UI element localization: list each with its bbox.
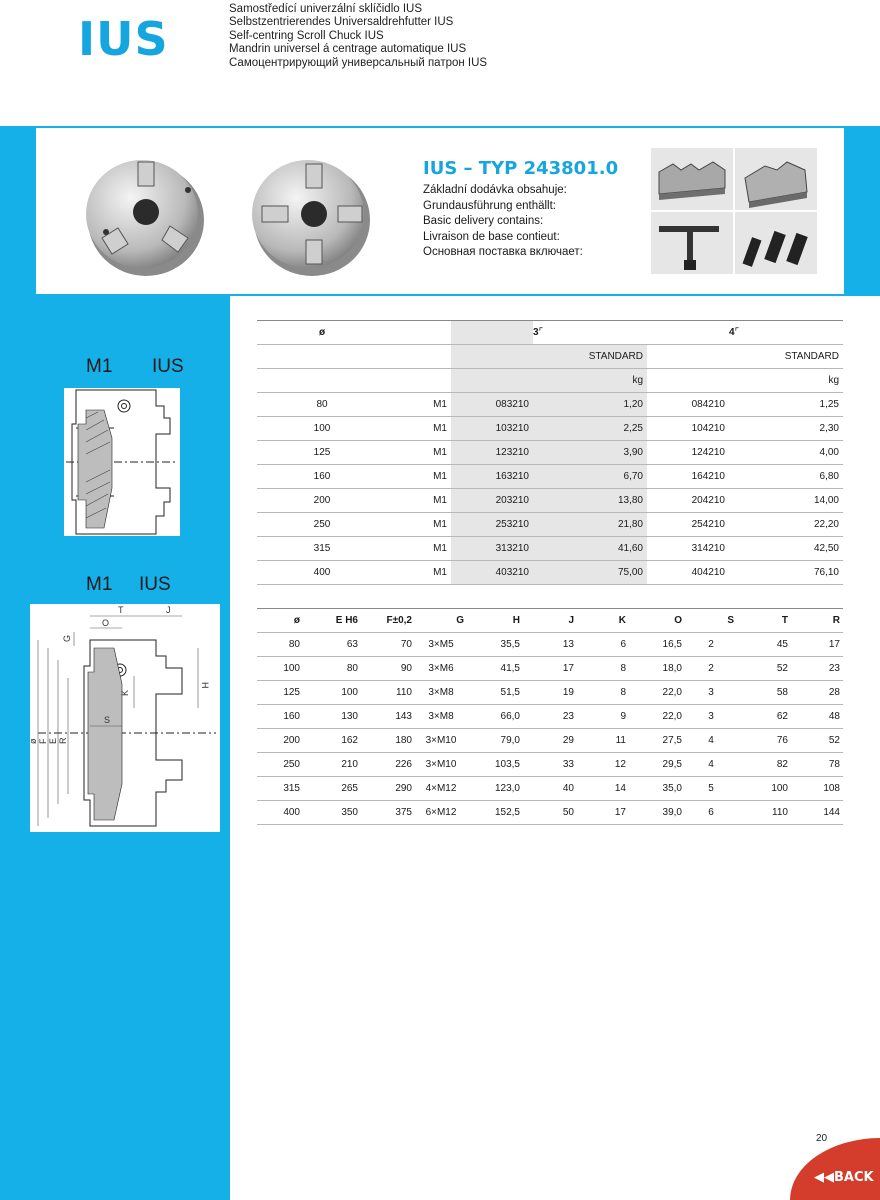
table-cell: 100 (257, 657, 303, 681)
table-cell: 13 (523, 633, 577, 657)
table-cell: 8 (577, 657, 629, 681)
table-cell: 143 (361, 705, 415, 729)
back-arrow-icon: ◀◀ (814, 1170, 834, 1185)
table-cell: 78 (791, 753, 843, 777)
dim-D: ø (28, 738, 38, 744)
dim-col-o: O (629, 609, 685, 633)
table-cell: 100 (737, 777, 791, 801)
back-button-label[interactable]: ◀◀BACK (814, 1170, 874, 1185)
chuck-dimension-drawing (30, 604, 220, 832)
table-row: 200 M1 203210 13,80 204210 14,00 (257, 489, 843, 513)
table-row (257, 633, 843, 657)
table-cell: 4×M12 (415, 777, 467, 801)
table-cell: 123,0 (467, 777, 523, 801)
delivery-ru: Основная поставка включает: (423, 246, 583, 259)
table-row: 80 M1 083210 1,20 084210 1,25 (257, 393, 843, 417)
table-cell: 103,5 (467, 753, 523, 777)
table-cell: 5 (685, 777, 737, 801)
table-cell: 17 (523, 657, 577, 681)
table-cell: 180 (361, 729, 415, 753)
jaw-icon: ⌜ (538, 327, 544, 338)
table-cell: 29 (523, 729, 577, 753)
table-row (257, 681, 843, 705)
dim-O: O (102, 618, 110, 628)
table-cell: 110 (361, 681, 415, 705)
logo: IUS (78, 12, 169, 66)
table-cell: 11 (577, 729, 629, 753)
dim-col-h: H (467, 609, 523, 633)
page-number: 20 (816, 1133, 828, 1144)
title-cz: Samostředící univerzální sklíčidlo IUS (229, 3, 423, 15)
table-cell: 3×M5 (415, 633, 467, 657)
dim-R: R (58, 737, 68, 744)
table-cell: 3×M8 (415, 681, 467, 705)
table-row (257, 801, 843, 825)
table-cell: 2 (685, 657, 737, 681)
col-3-jaw: 3 (533, 327, 539, 338)
dim-K: K (120, 689, 130, 696)
table-cell: 79,0 (467, 729, 523, 753)
dim-col-r: R (791, 609, 843, 633)
kg-label-4: kg (729, 369, 843, 393)
table-cell: 200 (257, 729, 303, 753)
table-cell: 400 (257, 801, 303, 825)
table-cell: 3×M10 (415, 753, 467, 777)
accessory-jaw-image-2 (735, 148, 817, 210)
table-cell: 144 (791, 801, 843, 825)
table-cell: 40 (523, 777, 577, 801)
table-cell: 50 (523, 801, 577, 825)
col-4-jaw: 4 (729, 327, 735, 338)
table-cell: 66,0 (467, 705, 523, 729)
col-diameter: ø (257, 321, 387, 345)
table-row: 250 M1 253210 21,80 254210 22,20 (257, 513, 843, 537)
table-cell: 45 (737, 633, 791, 657)
dim-col-g: G (415, 609, 467, 633)
table-cell: 52 (791, 729, 843, 753)
diagram-top-name-label: IUS (152, 356, 184, 377)
table-row (257, 657, 843, 681)
table-cell: 3×M6 (415, 657, 467, 681)
table-row: 160 M1 163210 6,70 164210 6,80 (257, 465, 843, 489)
table-cell: 70 (361, 633, 415, 657)
table-cell: 22,0 (629, 705, 685, 729)
table-cell: 3×M8 (415, 705, 467, 729)
table-cell: 58 (737, 681, 791, 705)
table-cell: 4 (685, 753, 737, 777)
back-button[interactable] (790, 1138, 880, 1200)
table-cell: 51,5 (467, 681, 523, 705)
table-cell: 3 (685, 681, 737, 705)
accessory-bolts-image (735, 212, 817, 274)
dim-col-e: E H6 (303, 609, 361, 633)
table-row: 125 M1 123210 3,90 124210 4,00 (257, 441, 843, 465)
product-info (423, 158, 618, 261)
dim-col-s: S (685, 609, 737, 633)
table-cell: 375 (361, 801, 415, 825)
product-title: IUS – TYP 243801.0 (423, 158, 619, 179)
kg-label-3: kg (533, 369, 647, 393)
table-cell: 16,5 (629, 633, 685, 657)
table-cell: 52 (737, 657, 791, 681)
title-ru: Самоцентрирующий универсальный патрон IUS (229, 56, 488, 69)
dim-col-d: ø (257, 609, 303, 633)
table-cell: 35,5 (467, 633, 523, 657)
table-cell: 4 (685, 729, 737, 753)
dim-col-t: T (737, 609, 791, 633)
diagram-top-m-label: M1 (86, 356, 113, 377)
table-cell: 265 (303, 777, 361, 801)
table-cell: 6 (685, 801, 737, 825)
table-row (257, 777, 843, 801)
table-cell: 80 (257, 633, 303, 657)
delivery-de: Grundausführung enthällt: (423, 199, 556, 212)
table-cell: 125 (257, 681, 303, 705)
table-row: 100 M1 103210 2,25 104210 2,30 (257, 417, 843, 441)
table-row (257, 753, 843, 777)
title-en: Self-centring Scroll Chuck IUS (229, 29, 384, 42)
table-row (257, 729, 843, 753)
table-cell: 8 (577, 681, 629, 705)
table-cell: 3 (685, 705, 737, 729)
table-row: 315 M1 313210 41,60 314210 42,50 (257, 537, 843, 561)
table-cell: 100 (303, 681, 361, 705)
table-cell: 2 (685, 633, 737, 657)
right-band (846, 126, 880, 296)
chuck-3-jaw-image (78, 150, 208, 280)
table-cell: 226 (361, 753, 415, 777)
dim-col-j: J (523, 609, 577, 633)
title-fr: Mandrin universel á centrage automatique IUS (229, 43, 467, 56)
dim-J: J (166, 605, 171, 615)
table-cell: 108 (791, 777, 843, 801)
table-row: 400 M1 403210 75,00 404210 76,10 (257, 561, 843, 585)
table-cell: 28 (791, 681, 843, 705)
title-de: Selbstzentrierendes Universaldrehfutter IUS (229, 16, 454, 29)
table-cell: 41,5 (467, 657, 523, 681)
accessory-jaw-image-1 (651, 148, 733, 210)
accessory-key-image (651, 212, 733, 274)
delivery-fr: Livraison de base contieut: (423, 230, 560, 243)
table-cell: 76 (737, 729, 791, 753)
table-cell: 250 (257, 753, 303, 777)
dim-H: H (200, 682, 210, 689)
table-cell: 290 (361, 777, 415, 801)
std-label-4: STANDARD (729, 345, 843, 369)
table-cell: 162 (303, 729, 361, 753)
table-cell: 110 (737, 801, 791, 825)
dim-E: E (48, 737, 58, 744)
chuck-section-drawing (64, 388, 180, 536)
table-cell: 33 (523, 753, 577, 777)
table-cell: 12 (577, 753, 629, 777)
table-cell: 62 (737, 705, 791, 729)
delivery-en: Basic delivery contains: (423, 215, 544, 228)
table-cell: 90 (361, 657, 415, 681)
dim-F: F (38, 738, 48, 744)
table-cell: 152,5 (467, 801, 523, 825)
table-cell: 80 (303, 657, 361, 681)
table-cell: 210 (303, 753, 361, 777)
table-cell: 3×M10 (415, 729, 467, 753)
order-code-table (257, 320, 843, 585)
dim-col-f: F±0,2 (361, 609, 415, 633)
std-label-3: STANDARD (533, 345, 647, 369)
table-cell: 23 (791, 657, 843, 681)
delivery-cz: Základní dodávka obsahuje: (423, 184, 567, 196)
table-cell: 23 (523, 705, 577, 729)
diagram-bottom-name-label: IUS (139, 574, 171, 595)
dim-S: S (104, 715, 111, 725)
table-cell: 17 (791, 633, 843, 657)
table-cell: 130 (303, 705, 361, 729)
table-cell: 82 (737, 753, 791, 777)
table-row (257, 705, 843, 729)
diagram-bottom-m-label: M1 (86, 574, 113, 595)
jaw-icon: ⌜ (734, 327, 740, 338)
table-cell: 39,0 (629, 801, 685, 825)
table-cell: 27,5 (629, 729, 685, 753)
table-cell: 6×M12 (415, 801, 467, 825)
dimension-table (257, 608, 843, 825)
table-cell: 18,0 (629, 657, 685, 681)
table-cell: 9 (577, 705, 629, 729)
table-cell: 14 (577, 777, 629, 801)
table-cell: 48 (791, 705, 843, 729)
table-cell: 160 (257, 705, 303, 729)
table-cell: 29,5 (629, 753, 685, 777)
table-cell: 17 (577, 801, 629, 825)
table-cell: 63 (303, 633, 361, 657)
table-cell: 6 (577, 633, 629, 657)
dim-G: G (62, 634, 72, 642)
dim-T: T (118, 605, 124, 615)
table-cell: 22,0 (629, 681, 685, 705)
chuck-4-jaw-image (244, 150, 374, 280)
page-titles (229, 3, 487, 70)
table-cell: 350 (303, 801, 361, 825)
table-cell: 315 (257, 777, 303, 801)
table-cell: 19 (523, 681, 577, 705)
dim-col-k: K (577, 609, 629, 633)
table-cell: 35,0 (629, 777, 685, 801)
